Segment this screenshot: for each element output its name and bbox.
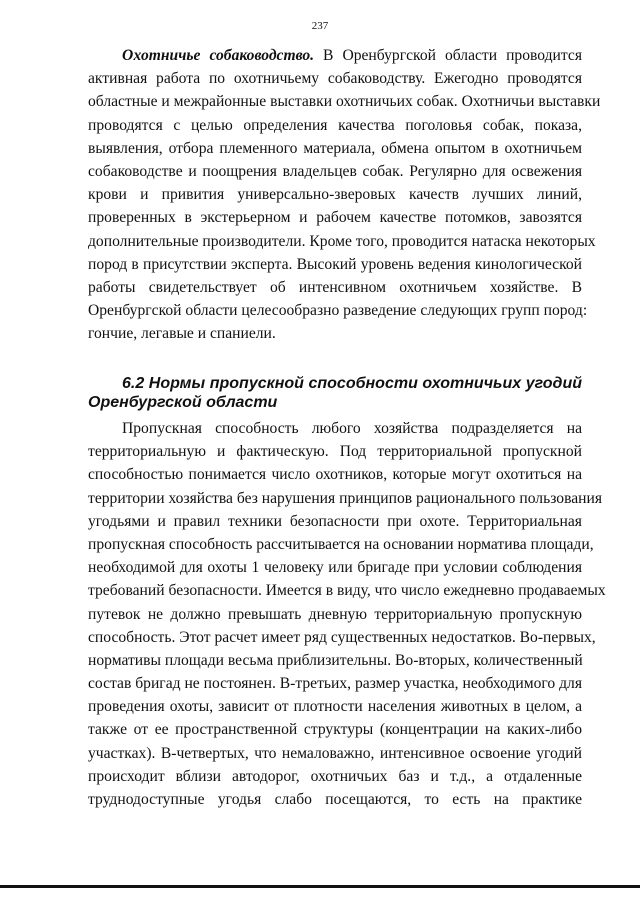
paragraph-throughput-norms — [88, 417, 606, 811]
text-line: проведения охоты, зависит от плотности населения животных в целом, а — [88, 698, 582, 716]
text-line: происходит вблизи автодорог, охотничьих баз и т.д., а отдаленные — [88, 767, 582, 785]
text-line: Оренбургской области целесообразно разведение следующих групп пород: — [88, 302, 588, 320]
paragraph-first-line — [88, 44, 582, 67]
text-line: В Оренбургской области проводится — [314, 47, 582, 64]
text-line: территории хозяйства без нарушения принципов рационального пользования — [88, 489, 603, 507]
text-line: Пропускная способность любого хозяйства подразделяется на — [122, 420, 582, 437]
section-heading-line: Оренбургской области — [88, 394, 278, 411]
text-line: состав бригад не постоянен. В-третьих, размер участка, необходимого для — [88, 675, 582, 693]
text-line: активная работа по охотничьему собаководству. Ежегодно проводятся — [88, 70, 582, 88]
text-line: требований безопасности. Имеется в виду, что число ежедневно продаваемых — [88, 582, 606, 600]
text-line: участках). В-четвертых, что немаловажно, интенсивное освоение угодий — [88, 744, 582, 762]
text-line: пород в присутствии эксперта. Высокий уровень ведения кинологической — [88, 255, 582, 273]
text-line: необходимой для охоты 1 человеку или бригаде при условии соблюдения — [88, 559, 582, 577]
text-line: работы свидетельствует об интенсивном охотничьем хозяйстве. В — [88, 278, 582, 296]
text-line: нормативы площади весьма приблизительны. Во-вторых, количественный — [88, 651, 583, 669]
text-line: труднодоступные угодья слабо посещаются, то есть на практике — [88, 791, 582, 808]
text-line: проводятся с целью определения качества поголовья собак, показа, — [88, 116, 582, 134]
text-line: крови и привития универсально-зверовых качеств лучших линий, — [88, 186, 582, 204]
text-line: пропускная способность рассчитывается на основании норматива площади, — [88, 535, 594, 553]
text-line: выявления, отбора племенного материала, обмена опытом в охотничьем — [88, 139, 582, 157]
text-line: территориальную и фактическую. Под территориальной пропускной — [88, 443, 582, 461]
text-line: собаководстве и поощрения владельцев собак. Регулярно для освежения — [88, 162, 582, 180]
text-line: также от ее пространственной структуры (концентрации на каких-либо — [88, 721, 582, 739]
text-line: проверенных в экстерьерном и рабочем качестве потомков, завозятся — [88, 209, 582, 227]
text-line: путевок не должно превышать дневную территориальную пропускную — [88, 605, 582, 623]
section-heading-line: 6.2 Нормы пропускной способности охотничьих угодий — [122, 375, 582, 392]
text-line: дополнительные производители. Кроме того, проводится натаска некоторых — [88, 232, 596, 250]
text-line: способность. Этот расчет имеет ряд существенных недостатков. Во-первых, — [88, 628, 596, 646]
text-line: способностью понимается число охотников, которые могут охотиться на — [88, 466, 582, 484]
text-line: гончие, легавые и спаниели. — [88, 325, 276, 343]
text-line: областные и межрайонные выставки охотничьих собак. Охотничьи выставки — [88, 93, 601, 111]
page-number: 237 — [311, 20, 329, 32]
section-heading — [88, 374, 582, 412]
footer-rule — [0, 885, 640, 888]
lead-in-heading: Охотничье собаководство. — [122, 47, 315, 64]
text-line: угодьями и правил техники безопасности при охоте. Территориальная — [88, 512, 582, 530]
paragraph-hunting-dog-breeding — [88, 44, 601, 345]
